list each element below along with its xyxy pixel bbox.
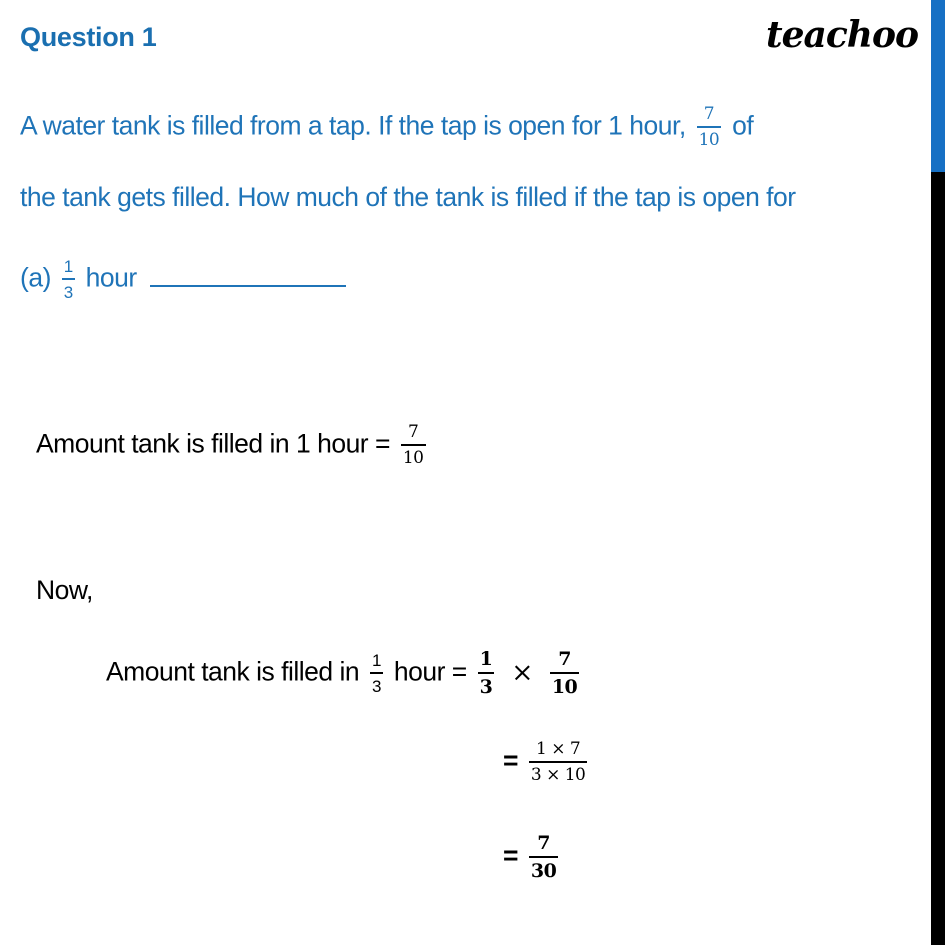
fraction-numerator: 7	[558, 648, 571, 670]
question-title: Question 1	[20, 22, 157, 52]
step-2-middle: hour =	[393, 656, 467, 687]
fraction-numerator: 1 × 7	[536, 739, 581, 759]
fraction-denominator: 3	[63, 283, 73, 302]
fraction-seven-tenths-bold	[550, 650, 579, 697]
fraction-denominator: 3	[479, 676, 493, 698]
fraction-seven-tenths	[697, 106, 722, 149]
equals-sign: =	[503, 840, 518, 871]
question-line-2: the tank gets filled. How much of the tank is filled if the tap is open for	[20, 182, 796, 212]
solution-step-2	[106, 650, 583, 697]
fraction-one-third	[370, 652, 383, 695]
answer-blank	[150, 263, 346, 287]
fraction-numerator: 7	[703, 104, 715, 124]
fraction-bar	[401, 444, 426, 446]
step-1-text: Amount tank is filled in 1 hour =	[36, 428, 390, 459]
fraction-bar	[697, 126, 722, 128]
fraction-bar	[62, 278, 75, 280]
fraction-bar	[370, 672, 383, 674]
fraction-one-third-bold	[478, 650, 495, 697]
fraction-one-third	[62, 258, 75, 301]
fraction-denominator: 10	[698, 130, 720, 150]
fraction-numerator: 7	[408, 422, 419, 442]
question-part-a	[20, 258, 346, 301]
question-line-1	[20, 106, 753, 149]
solution-step-3	[503, 741, 591, 784]
fraction-denominator: 3 × 10	[530, 765, 586, 785]
fraction-bar	[529, 856, 558, 858]
fraction-numerator: 1	[479, 648, 493, 670]
question-line-1-text: A water tank is filled from a tap. If the tap is open for 1 hour,	[20, 110, 686, 141]
solution-step-1	[36, 424, 430, 467]
times-symbol: ×	[511, 656, 533, 688]
equals-sign: =	[503, 745, 518, 776]
fraction-numerator: 1	[372, 651, 381, 670]
scrollbar-thumb[interactable]	[931, 0, 945, 172]
part-label: (a)	[20, 262, 51, 293]
fraction-bar	[529, 761, 588, 763]
step-2-prefix: Amount tank is filled in	[106, 656, 360, 687]
fraction-denominator: 3	[372, 677, 381, 696]
fraction-numerator: 7	[537, 832, 550, 854]
solution-step-4	[503, 834, 562, 881]
fraction-denominator: 30	[530, 860, 557, 882]
fraction-denominator: 10	[551, 676, 578, 698]
fraction-numerator: 1	[63, 257, 73, 276]
fraction-seven-tenths	[401, 424, 426, 467]
fraction-bar	[478, 672, 495, 674]
fraction-product	[529, 741, 588, 784]
fraction-bar	[550, 672, 579, 674]
question-line-1-suffix: of	[732, 110, 754, 141]
part-suffix: hour	[85, 262, 137, 293]
teachoo-logo: teachoo	[766, 14, 918, 56]
fraction-denominator: 10	[402, 448, 424, 468]
now-label: Now,	[36, 575, 93, 605]
scrollbar-track[interactable]	[931, 172, 945, 945]
fraction-answer	[529, 834, 558, 881]
